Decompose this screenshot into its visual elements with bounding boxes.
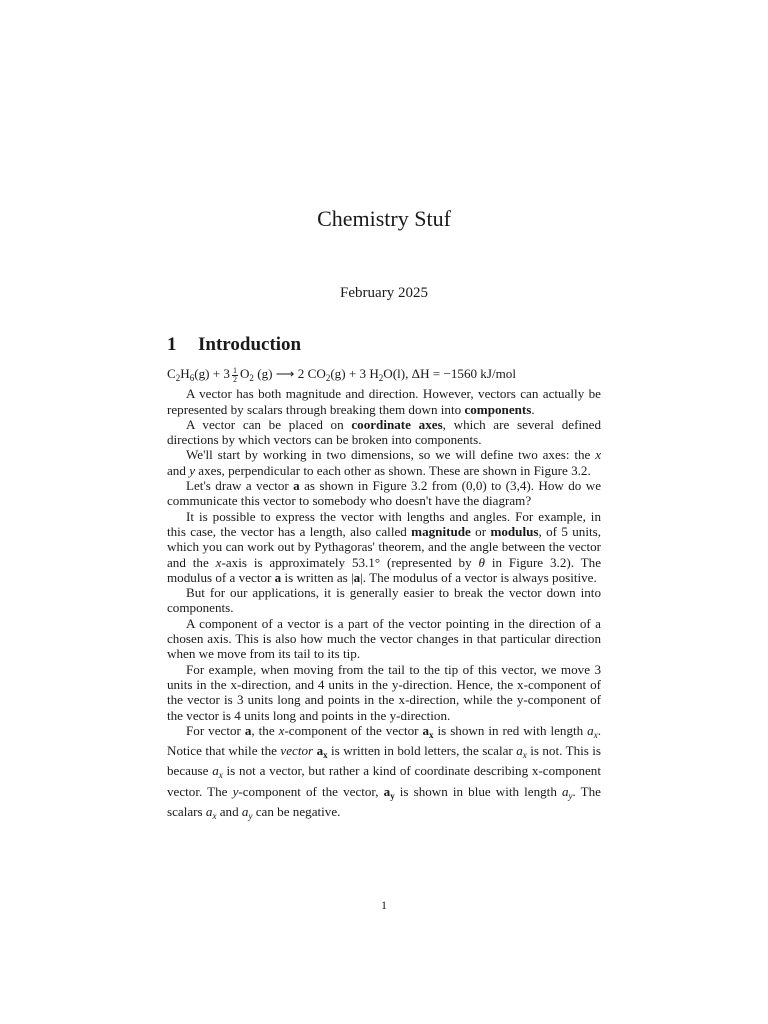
math-subscript: x <box>522 750 527 761</box>
paragraph <box>167 417 601 448</box>
bold-term: components <box>464 401 532 417</box>
bold-vector: a <box>353 569 361 585</box>
math-variable: x <box>595 447 601 463</box>
eq-subscript: 6 <box>189 373 195 383</box>
eq-fraction <box>232 367 238 384</box>
text-run: and <box>216 804 242 820</box>
text-run: . <box>531 401 535 417</box>
fraction-numerator: 1 <box>232 365 237 375</box>
paragraph: But for our applications, it is generally easier to break the vector down into components. <box>167 585 601 616</box>
paragraph <box>167 386 601 417</box>
math-variable: θ <box>478 554 485 570</box>
eq-text: (g) ⟶ 2 CO <box>257 366 326 381</box>
text-run: . The scalars <box>167 783 601 820</box>
paragraph: A component of a vector is a part of the vector pointing in the direction of a chosen axis. This is also how much the vector changes in that particular direction when we move from its tail to its tip. <box>167 615 601 662</box>
math-subscript: y <box>568 790 573 801</box>
text-run: as shown in Figure 3.2 from (0,0) to (3,4). How do we communicate this vector to somebody who doesn't have the diagram? <box>167 478 602 509</box>
eq-text: O <box>239 366 250 381</box>
document-title: Chemistry Stuf <box>317 206 451 231</box>
bold-vector: a <box>244 722 252 738</box>
text-run: , which are several defined directions by which vectors can be broken into components. <box>167 416 601 448</box>
text-run: can be negative. <box>252 804 341 820</box>
italic-word: vector <box>280 743 314 759</box>
text-run: and <box>167 462 190 478</box>
eq-text: H <box>180 366 190 381</box>
text-run: . Notice that while the <box>167 722 601 759</box>
text-run: is not a vector, but rather a kind of coordinate describing x-component vector. The <box>167 763 601 799</box>
eq-subscript: 2 <box>249 373 254 383</box>
eq-text: (g) + 3 <box>194 366 230 381</box>
bold-term: magnitude <box>411 523 471 539</box>
paragraph <box>167 723 601 824</box>
vector-subscript: y <box>390 790 395 801</box>
text-run: -component of the vector <box>284 722 423 738</box>
text-run: is not. This is because <box>167 743 602 779</box>
math-variable: a <box>587 722 594 738</box>
paragraph <box>167 509 601 585</box>
text-run: in Figure 3.2). The modulus of a vector <box>167 554 602 585</box>
bold-term: modulus <box>490 523 539 539</box>
document-date: February 2025 <box>340 285 428 301</box>
math-subscript: y <box>248 811 253 822</box>
paragraph: For example, when moving from the tail to the tip of this vector, we move 3 units in the x-direction, and 4 units in the y-direction. Hence, the x-component of the vector is 3 units long and points in the x-direction, while the y-component of the vector is 4 units long and points in the y-direction. <box>167 661 601 723</box>
text-run: is shown in red with length <box>433 722 588 738</box>
bold-vector: a <box>422 722 430 738</box>
bold-vector: a <box>293 478 300 494</box>
eq-subscript: 2 <box>325 373 331 383</box>
text-run: -component of the vector, <box>238 783 384 799</box>
section-heading <box>167 332 301 358</box>
math-variable: x <box>215 554 222 570</box>
bold-vector: a <box>383 783 391 799</box>
text-run: For vector <box>186 722 245 738</box>
text-run: axes, perpendicular to each other as shown. These are shown in Figure 3.2. <box>195 462 591 478</box>
math-variable: x <box>278 722 285 738</box>
text-run: A vector can be placed on <box>186 416 352 432</box>
fraction-denominator: 2 <box>232 374 237 384</box>
text-run: is written as | <box>281 569 354 585</box>
math-variable: a <box>205 804 213 820</box>
section-title: Introduction <box>198 334 302 355</box>
text-run: is shown in blue with length <box>394 783 562 799</box>
text-run: , of 5 units, which you can work out by Pythagoras' theorem, and the angle between the vector and the <box>167 523 601 570</box>
eq-subscript: 2 <box>378 373 384 383</box>
text-run: It is possible to express the vector with lengths and angles. For example, in this case, the vector has a length, also called <box>167 508 601 539</box>
math-variable: a <box>561 783 569 799</box>
text-run: |. The modulus of a vector is always positive. <box>360 569 597 585</box>
math-variable: a <box>516 743 523 759</box>
paragraph <box>167 478 601 509</box>
math-variable: a <box>212 763 219 779</box>
text-run: Let's draw a vector <box>186 478 294 494</box>
bold-term: coordinate axes <box>351 416 443 432</box>
section-body <box>167 366 601 824</box>
math-variable: y <box>189 462 195 478</box>
text-run: , the <box>251 722 279 738</box>
vector-subscript: x <box>323 750 328 761</box>
text-run: -axis is approximately 53.1° (represented by <box>221 554 479 570</box>
math-variable: a <box>241 804 249 820</box>
math-subscript: x <box>212 811 217 822</box>
text-run: or <box>470 523 491 539</box>
eq-text: (g) + 3 H <box>330 366 379 381</box>
text-run: is written in bold letters, the scalar <box>327 743 517 759</box>
eq-text: C <box>167 366 176 381</box>
vector-subscript: x <box>429 729 434 740</box>
eq-subscript: 2 <box>175 373 181 383</box>
math-subscript: x <box>593 729 598 740</box>
math-variable: y <box>232 783 239 799</box>
text-run: We'll start by working in two dimensions, so we will define two axes: the <box>186 447 596 463</box>
chemical-equation <box>167 366 601 386</box>
bold-vector: a <box>316 743 324 759</box>
paragraph <box>167 447 601 478</box>
eq-text: O(l), ΔH = −1560 kJ/mol <box>383 366 516 381</box>
section-number: 1 <box>167 334 177 355</box>
math-subscript: x <box>218 770 223 781</box>
page-number: 1 <box>381 898 387 912</box>
bold-vector: a <box>274 569 282 585</box>
text-run: A vector has both magnitude and direction. However, vectors can actually be represented by scalars through breaking them down into <box>167 386 601 417</box>
